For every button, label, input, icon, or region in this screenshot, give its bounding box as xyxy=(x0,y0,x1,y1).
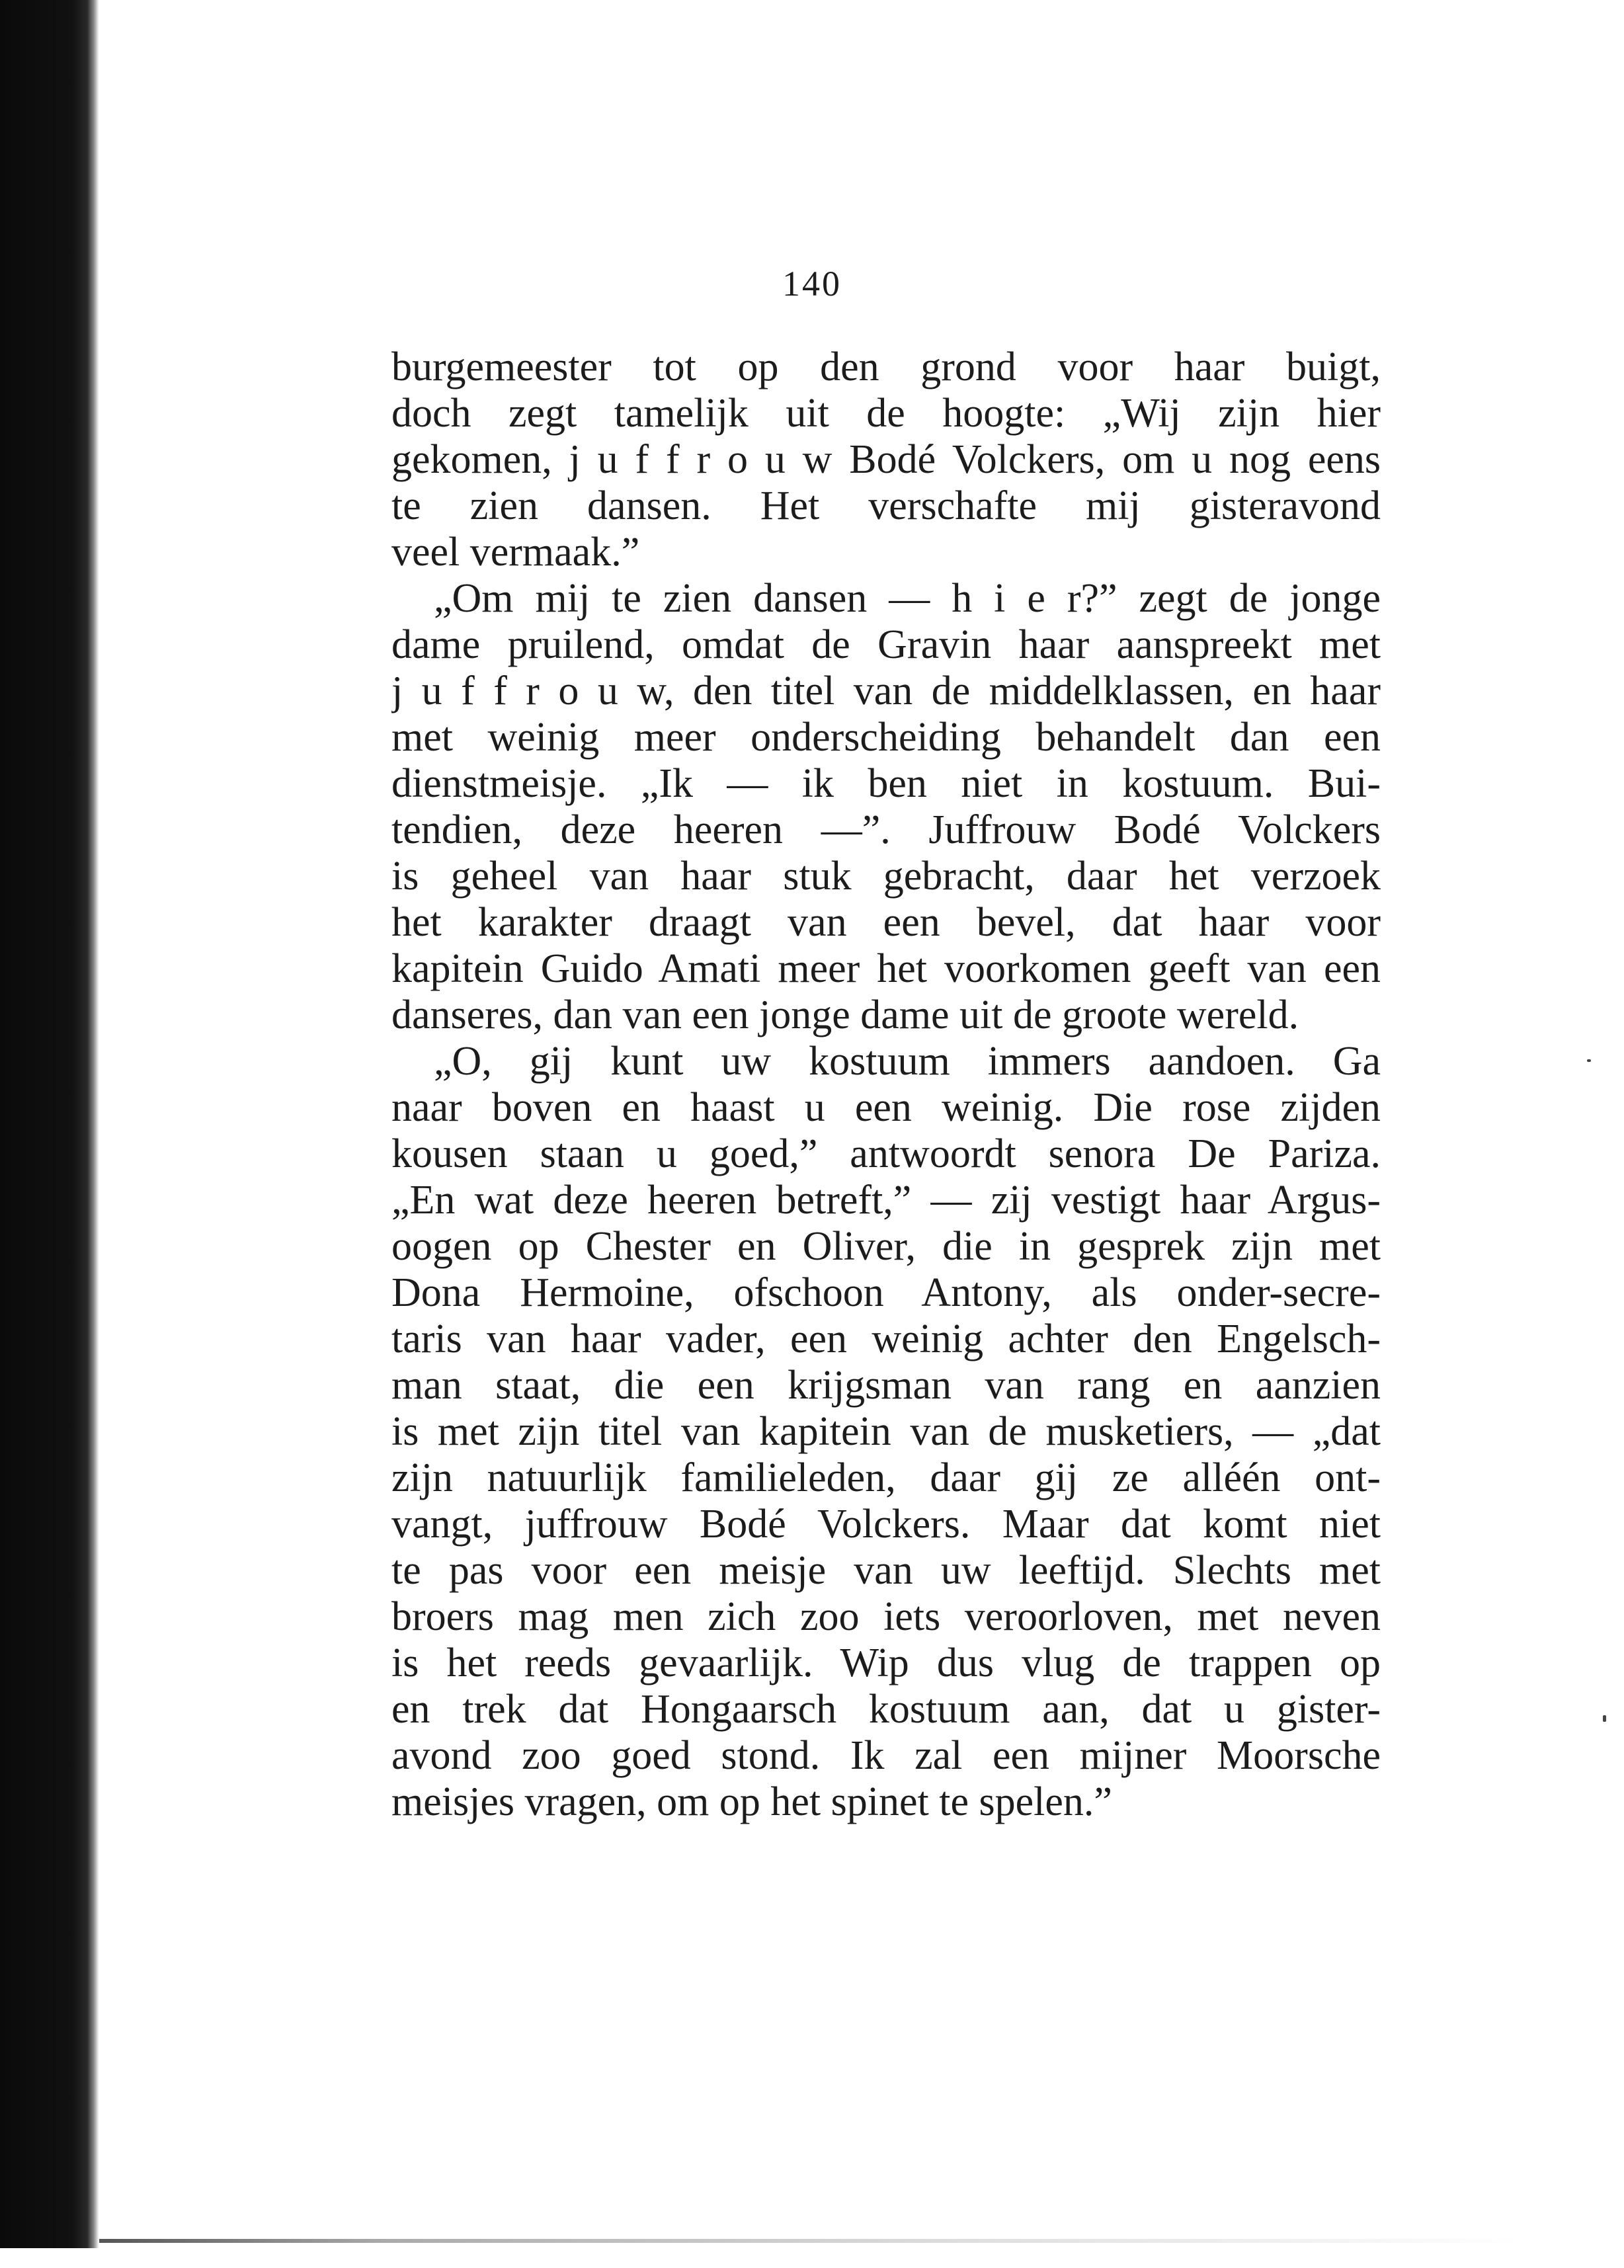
text-line: j u f f r o u w, den titel van de middelklassen, en haar xyxy=(391,668,1381,713)
text-line: dienstmeisje. „Ik — ik ben niet in kostuum. Bui- xyxy=(391,761,1381,806)
text-line: taris van haar vader, een weinig achter den Engelsch- xyxy=(391,1316,1381,1361)
text-line: „En wat deze heeren betreft,” — zij vestigt haar Argus- xyxy=(391,1178,1381,1223)
text-line: vangt, juffrouw Bodé Volckers. Maar dat komt niet xyxy=(391,1502,1381,1547)
text-line: „O, gij kunt uw kostuum immers aandoen. Ga xyxy=(434,1039,1381,1084)
scan-speck xyxy=(1603,1715,1606,1722)
text-line: broers mag men zich zoo iets veroorloven, met neven xyxy=(391,1594,1381,1639)
text-line: te pas voor een meisje van uw leeftijd. Slechts met xyxy=(391,1548,1381,1593)
text-line: naar boven en haast u een weinig. Die rose zijden xyxy=(391,1085,1381,1130)
text-line: zijn natuurlijk familieleden, daar gij ze alléén ont- xyxy=(391,1455,1381,1500)
text-line: „Om mij te zien dansen — h i e r?” zegt de jonge xyxy=(434,576,1381,621)
text-line: is geheel van haar stuk gebracht, daar het verzoek xyxy=(391,854,1381,899)
scanned-page-edge xyxy=(0,0,99,2248)
text-line: meisjes vragen, om op het spinet te spelen.” xyxy=(391,1779,1112,1824)
text-line: te zien dansen. Het verschafte mij gisteravond xyxy=(391,483,1381,528)
text-line: oogen op Chester en Oliver, die in gesprek zijn met xyxy=(391,1224,1381,1269)
text-line: en trek dat Hongaarsch kostuum aan, dat u gister- xyxy=(391,1687,1381,1732)
text-line: is met zijn titel van kapitein van de musketiers, — „dat xyxy=(391,1409,1381,1454)
text-line: kapitein Guido Amati meer het voorkomen geeft van een xyxy=(391,946,1381,991)
text-line: is het reeds gevaarlijk. Wip dus vlug de trappen op xyxy=(391,1640,1381,1685)
text-line: gekomen, j u f f r o u w Bodé Volckers, om u nog eens xyxy=(391,437,1381,482)
scanned-page-bottom-edge xyxy=(99,2239,1521,2243)
text-line: dame pruilend, omdat de Gravin haar aanspreekt met xyxy=(391,622,1381,667)
text-line: burgemeester tot op den grond voor haar buigt, xyxy=(391,344,1381,389)
text-line: man staat, die een krijgsman van rang en aanzien xyxy=(391,1363,1381,1408)
body-text xyxy=(391,344,1381,1825)
text-line: avond zoo goed stond. Ik zal een mijner Moorsche xyxy=(391,1733,1381,1778)
text-line: met weinig meer onderscheiding behandelt dan een xyxy=(391,715,1381,760)
text-line: danseres, dan van een jonge dame uit de groote wereld. xyxy=(391,992,1299,1037)
scan-speck xyxy=(1587,1059,1591,1062)
text-line: tendien, deze heeren —”. Juffrouw Bodé Volckers xyxy=(391,807,1381,852)
text-line: veel vermaak.” xyxy=(391,530,640,575)
text-line: Dona Hermoine, ofschoon Antony, als onder-secre- xyxy=(391,1270,1381,1315)
page-number: 140 xyxy=(782,264,842,304)
text-line: het karakter draagt van een bevel, dat haar voor xyxy=(391,900,1381,945)
text-line: kousen staan u goed,” antwoordt senora De Pariza. xyxy=(391,1131,1381,1176)
text-line: doch zegt tamelijk uit de hoogte: „Wij zijn hier xyxy=(391,391,1381,436)
